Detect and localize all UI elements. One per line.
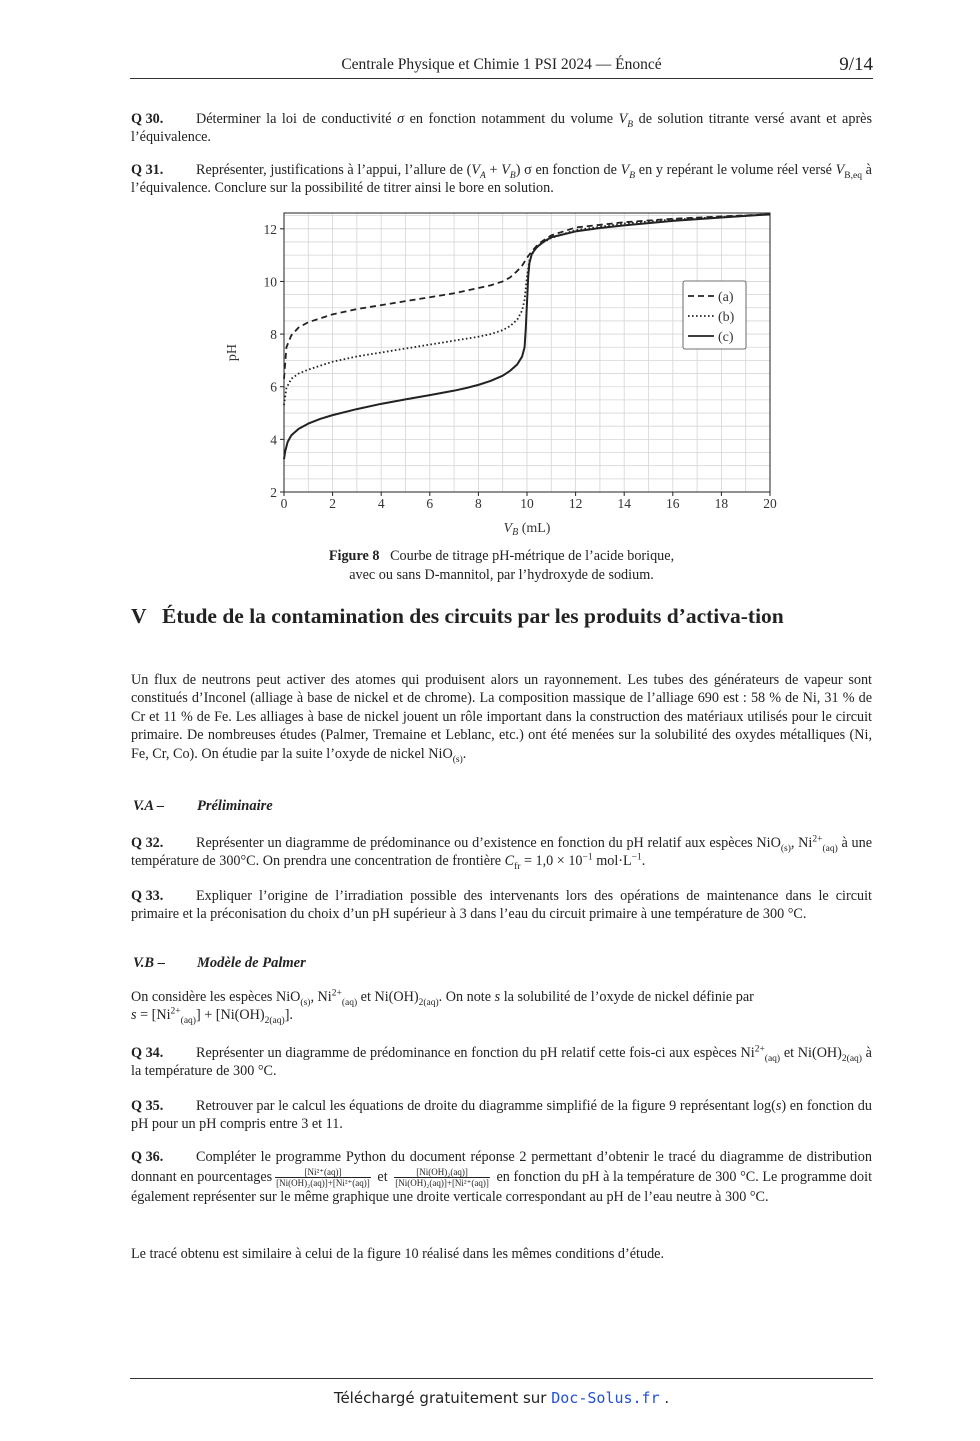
q36-text: en fonction du pH à la température de 300 °C. Le programme doit également représenter sur le même graphique une droite verticale correspondant au pH de l’eau neutre à 300 °C. (131, 1168, 873, 1205)
vbeq-symbol: V (835, 162, 845, 178)
y-tick-label: 6 (270, 379, 277, 395)
fraction-numerator: [Ni²⁺(aq)] (275, 1167, 371, 1178)
page-footer (130, 1378, 873, 1407)
x-tick-label: 14 (617, 496, 631, 511)
q36-text: Compléter le programme Python du document réponse 2 permettant d’obtenir le tracé du diagramme de distribution donnant en pourcentages (131, 1149, 872, 1185)
palmer-text: . On note (438, 989, 495, 1005)
question-number: Q 35. (131, 1098, 164, 1114)
question-36 (131, 1148, 872, 1207)
fraction-numerator: [Ni(OH)₂(aq)] (394, 1167, 490, 1178)
section-heading (131, 603, 876, 630)
x-axis-label: $V_B$ (mL) (503, 521, 551, 538)
q36-text: et (377, 1168, 388, 1185)
state-subscript: (s) (452, 754, 463, 765)
subsection-title: Préliminaire (197, 798, 273, 814)
intro-text: Un flux de neutrons peut activer des atomes qui produisent alors un rayonnement. Les tubes des générateurs de vapeur sont constitués d’Inconel (alliage à base de nickel et de chrome). La composition massique de l’alliage 690 est : 58 % de Ni, 31 % de Cr et 11 % de Fe. Les alliages à base de nickel jouent un rôle important dans la construction des matériaux utilisés pour le circuit primaire. De nombreuses études (Palmer, Tremaine et Leblanc, etc.) ont été menées sur la solubilité des oxydes métalliques (Ni, Fe, Cr, Co). On étudie par la suite l’oxyde de nickel NiO (131, 672, 872, 762)
x-tick-label: 0 (280, 496, 288, 511)
palmer-text: ] + [Ni(OH) (195, 1007, 265, 1024)
q30-text: de solution titrante versé avant et après l’équivalence. (131, 111, 872, 146)
q32-text: , Ni (790, 835, 813, 851)
legend-label: (a) (718, 290, 734, 305)
sigma-symbol: σ (397, 111, 405, 127)
va-symbol: V (471, 162, 480, 178)
intro-paragraph (131, 671, 872, 763)
question-number: Q 36. (131, 1149, 164, 1165)
state-subscript: (aq) (764, 1053, 781, 1064)
state-subscript: (s) (780, 843, 791, 854)
q31-text: en y repérant le volume réel versé (635, 162, 836, 178)
fraction-denominator: [Ni(OH)₂(aq)]+[Ni²⁺(aq)] (395, 1178, 489, 1188)
figure-caption (131, 547, 872, 585)
question-number: Q 33. (131, 888, 164, 904)
palmer-paragraph (131, 988, 872, 1025)
y-tick-label: 12 (263, 221, 277, 237)
header-title: Centrale Physique et Chimie 1 PSI 2024 — Énoncé (341, 56, 662, 73)
state-subscript: (s) (300, 997, 311, 1008)
palmer-text: la solubilité de l’oxyde de nickel définie par (500, 989, 754, 1005)
charge-superscript: 2+ (754, 1044, 765, 1055)
charge-superscript: 2+ (812, 834, 823, 845)
question-31 (131, 161, 872, 198)
x-tick-label: 10 (520, 496, 534, 511)
fraction-ni (275, 1167, 371, 1188)
s-symbol: s (775, 1098, 782, 1114)
x-tick-label: 16 (666, 496, 680, 511)
subsection-vb (133, 955, 306, 972)
state-subscript: 2(aq) (264, 1016, 285, 1027)
fraction-nioh2 (394, 1167, 490, 1188)
exponent: −1 (631, 852, 642, 863)
charge-superscript: 2+ (170, 1006, 181, 1017)
palmer-text: = [Ni (136, 1007, 171, 1024)
q32-text: . (641, 853, 646, 870)
question-32 (131, 834, 872, 871)
y-tick-label: 4 (270, 432, 277, 448)
q33-text: Expliquer l’origine de l’irradiation possible des intervenants lors des opérations de maintenance dans le circuit primaire et la préconisation du choix d’un pH supérieur à 3 dans l’eau du circuit primaire à une température de 300 °C. (131, 888, 872, 923)
subsection-label: V.B – (133, 955, 165, 971)
q31-text: à l’équivalence. Conclure sur la possibilité de titrer ainsi le bore en solution. (131, 162, 872, 197)
palmer-text: et Ni(OH) (357, 989, 419, 1005)
va-subscript: A (479, 170, 486, 181)
q32-text: Représenter un diagramme de prédominance ou d’existence en fonction du pH relatif aux espèces NiO (196, 835, 781, 851)
q32-text: à une température de 300°C. On prendra une concentration de frontière (131, 835, 872, 870)
palmer-text: On considère les espèces NiO (131, 989, 301, 1005)
y-tick-label: 8 (270, 327, 277, 343)
x-tick-label: 12 (568, 496, 583, 511)
charge-superscript: 2+ (331, 988, 342, 999)
vb-subscript: B (627, 119, 634, 130)
question-number: Q 34. (131, 1045, 164, 1061)
question-33 (131, 887, 872, 924)
footer-suffix: . (659, 1389, 670, 1407)
x-tick-label: 2 (329, 496, 336, 511)
q34-text: à la température de 300 °C. (131, 1045, 872, 1080)
state-subscript: (aq) (180, 1016, 196, 1027)
c-symbol: C (504, 853, 515, 870)
y-tick-label: 2 (270, 485, 277, 500)
q35-text: ) en fonction du pH pour un pH compris entre 3 et 11. (131, 1098, 872, 1133)
legend-label: (b) (718, 310, 735, 325)
plus-sign: + (485, 162, 502, 178)
x-tick-label: 6 (426, 496, 434, 511)
state-subscript: (aq) (822, 843, 838, 854)
state-subscript: 2(aq) (841, 1053, 862, 1064)
y-tick-label: 10 (263, 274, 277, 290)
x-tick-label: 20 (763, 496, 777, 511)
closing-paragraph: Le tracé obtenu est similaire à celui de la figure 10 réalisé dans les mêmes conditions d’étude. (131, 1246, 665, 1262)
question-35 (131, 1097, 872, 1134)
section-title: Étude de la contamination des circuits par les produits d’activa-tion (162, 604, 784, 628)
palmer-text: , Ni (310, 989, 332, 1005)
page-number: 9/14 (839, 54, 873, 75)
titration-chart (215, 200, 795, 545)
q30-text: en fonction notamment du volume (404, 111, 619, 127)
legend-label: (c) (718, 330, 734, 345)
q32-text: = 1,0 × 10 (520, 853, 583, 870)
figure-label: Figure 8 (328, 548, 380, 564)
vb-symbol: V (620, 162, 630, 178)
x-tick-label: 8 (475, 496, 482, 511)
vb-symbol: V (618, 111, 628, 127)
question-34 (131, 1044, 872, 1081)
legend-box (683, 281, 746, 349)
subsection-title: Modèle de Palmer (197, 955, 306, 971)
s-symbol: s (131, 1007, 137, 1024)
footer-text: Téléchargé gratuitement sur (333, 1389, 552, 1407)
caption-line1: Courbe de titrage pH-métrique de l’acide borique, (390, 548, 675, 564)
section-number: V (131, 604, 147, 628)
q34-text: Représenter un diagramme de prédominance en fonction du pH relatif cette fois-ci aux espèces Ni (196, 1045, 755, 1061)
state-subscript: 2(aq) (418, 997, 439, 1008)
c-subscript: fr (514, 862, 521, 873)
question-number: Q 31. (131, 162, 164, 178)
subsection-va (133, 798, 273, 815)
x-tick-label: 4 (377, 496, 385, 511)
vb-subscript: B (629, 170, 636, 181)
question-30 (131, 110, 872, 147)
q31-text: Représenter, justifications à l’appui, l’allure de ( (196, 162, 472, 178)
q30-text: Déterminer la loi de conductivité (196, 111, 398, 127)
question-number: Q 30. (131, 111, 164, 127)
page-header (130, 54, 873, 79)
intro-text: . (462, 745, 467, 762)
caption-line2: avec ou sans D-mannitol, par l’hydroxyde de sodium. (349, 567, 654, 583)
subsection-label: V.A – (133, 798, 165, 814)
vb-symbol: V (501, 162, 510, 178)
state-subscript: (aq) (341, 997, 358, 1008)
vb-subscript: B (509, 170, 516, 181)
q35-text: Retrouver par le calcul les équations de droite du diagramme simplifié de la figure 9 représentant log( (196, 1098, 776, 1114)
s-symbol: s (494, 989, 501, 1005)
doc-solus-link[interactable]: Doc-Solus.fr (551, 1389, 660, 1407)
palmer-text: ]. (284, 1007, 293, 1024)
question-number: Q 32. (131, 835, 164, 851)
q31-text: ) σ en fonction de (515, 162, 621, 178)
fraction-denominator: [Ni(OH)₂(aq)]+[Ni²⁺(aq)] (276, 1178, 370, 1188)
exponent: −1 (582, 852, 593, 863)
x-tick-label: 18 (714, 496, 729, 511)
q32-text: mol·L (592, 853, 632, 870)
y-axis-label: pH (225, 343, 240, 362)
vbeq-subscript: B,eq (844, 170, 862, 181)
q34-text: et Ni(OH) (780, 1045, 842, 1061)
